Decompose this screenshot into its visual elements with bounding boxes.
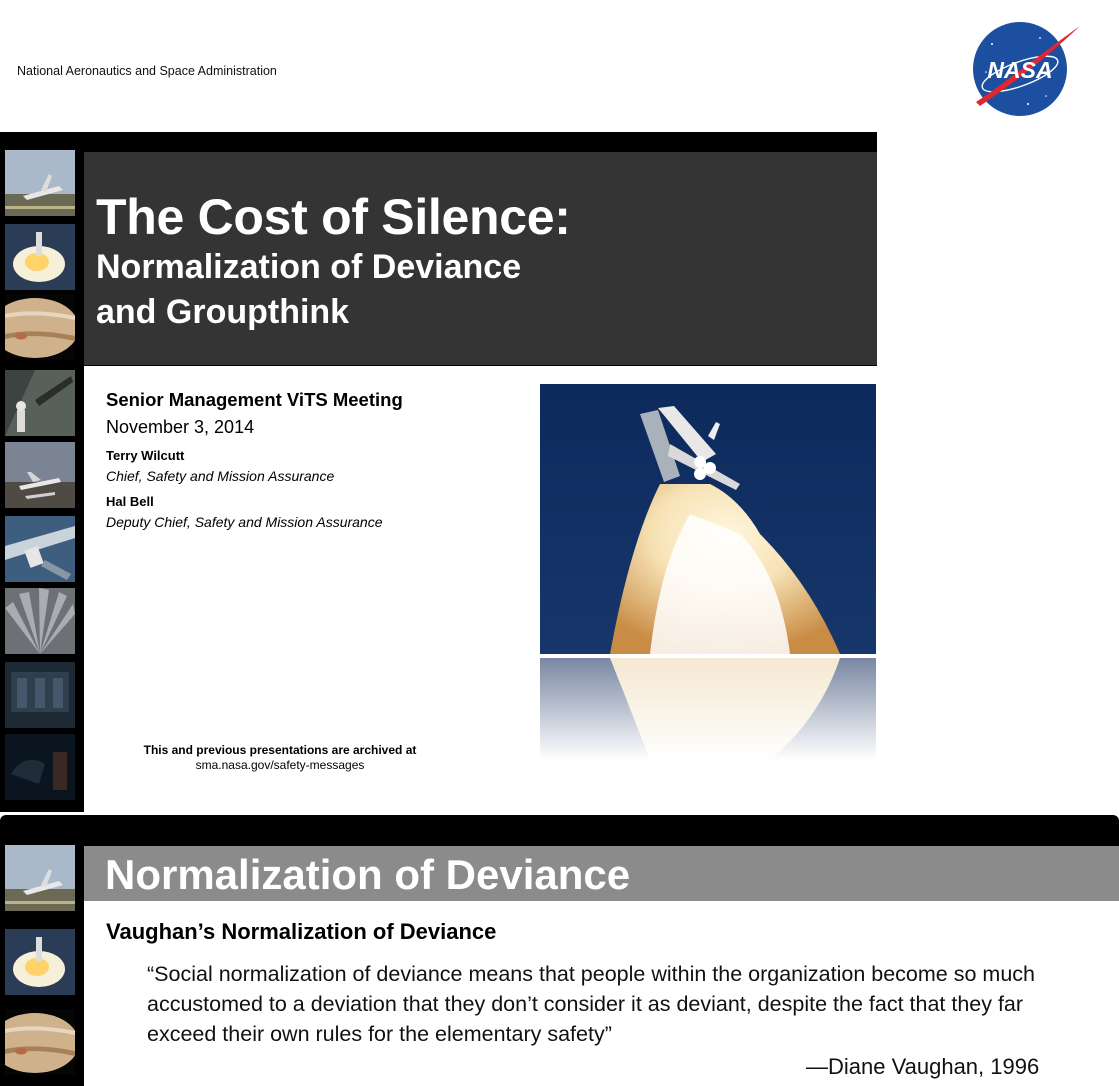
- slide-title: The Cost of Silence:: [96, 189, 571, 245]
- slide-title: Normalization of Deviance: [105, 851, 631, 898]
- archive-url: sma.nasa.gov/safety-messages: [195, 758, 365, 772]
- photo-reflection: [540, 658, 876, 760]
- jupiter-thumbnail: [5, 1009, 75, 1075]
- shuttle-launch-photo: [540, 384, 876, 654]
- hangar-thumbnail: [5, 662, 75, 728]
- agency-name: National Aeronautics and Space Administration: [17, 64, 277, 78]
- title-slide: [0, 132, 877, 812]
- space-station-thumbnail: [5, 516, 75, 582]
- meeting-date: November 3, 2014: [106, 417, 255, 437]
- section-heading: Vaughan’s Normalization of Deviance: [106, 919, 497, 944]
- shuttle-on-pad-thumbnail: [5, 150, 75, 216]
- telescope-dish-thumbnail: [5, 734, 75, 800]
- archive-note-line1: This and previous presentations are archived at: [143, 743, 417, 757]
- presenter-name: Hal Bell: [106, 494, 154, 509]
- astronaut-suit-thumbnail: [5, 370, 75, 436]
- aircraft-thumbnail: [5, 442, 75, 508]
- slide-subtitle-line2: and Groupthink: [96, 293, 350, 331]
- jupiter-thumbnail: [5, 294, 75, 360]
- nasa-logo-text: NASA: [987, 57, 1053, 83]
- meeting-name: Senior Management ViTS Meeting: [106, 389, 403, 410]
- nasa-logo: [968, 22, 1084, 116]
- mirror-segments-thumbnail: [5, 588, 75, 654]
- presenter-name: Terry Wilcutt: [106, 448, 185, 463]
- slide-subtitle-line1: Normalization of Deviance: [96, 248, 522, 286]
- content-slide: [0, 815, 1119, 1086]
- presenter-role: Chief, Safety and Mission Assurance: [106, 468, 335, 484]
- launch-plume-thumbnail: [5, 929, 75, 995]
- mission-thumbnail-strip: [5, 845, 77, 1085]
- quote-text: “Social normalization of deviance means that people within the organization become so much accustomed to a deviation that they don’t consider it as deviant, despite the fact that they far exceed their own rules for the elementary safety”: [147, 962, 1035, 1046]
- mission-thumbnail-strip: [5, 150, 77, 810]
- shuttle-on-pad-thumbnail: [5, 845, 75, 911]
- launch-plume-thumbnail: [5, 224, 75, 290]
- quote-attribution: —Diane Vaughan, 1996: [806, 1054, 1040, 1079]
- presenter-role: Deputy Chief, Safety and Mission Assurance: [106, 514, 383, 530]
- archive-note: [110, 743, 450, 773]
